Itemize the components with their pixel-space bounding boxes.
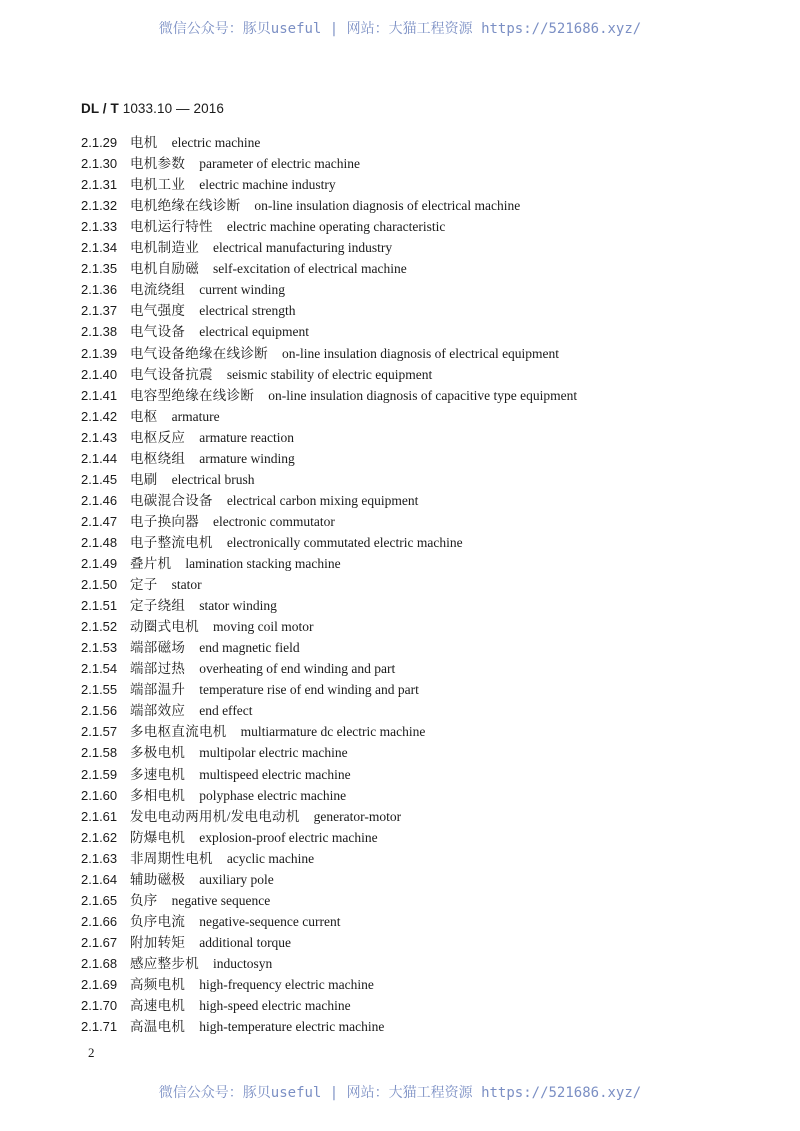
term-english: explosion-proof electric machine [199,830,378,845]
term-english: electric machine operating characteristic [226,219,446,234]
term-number: 2.1.56 [81,703,118,718]
term-chinese: 电机工业 [130,177,186,192]
term-english: electronically commutated electric machine [226,535,463,550]
term-body [130,658,395,679]
term-number: 2.1.60 [81,788,118,803]
term-body [130,132,260,153]
term-number: 2.1.43 [81,430,118,445]
term-body [130,679,419,700]
term-chinese: 电流绕组 [130,282,186,297]
term-english: generator-motor [313,809,402,824]
term-chinese: 电刷 [130,472,158,487]
term-number: 2.1.46 [81,493,118,508]
term-number: 2.1.59 [81,767,118,782]
term-number: 2.1.49 [81,556,118,571]
term-body [130,385,577,406]
term-number: 2.1.32 [81,198,118,213]
term-body [130,869,274,890]
standard-code-prefix: DL / T [81,101,119,116]
term-chinese: 高温电机 [130,1019,186,1034]
term-english: on-line insulation diagnosis of capacitive type equipment [268,388,578,403]
term-english: multiarmature dc electric machine [240,724,426,739]
term-english: additional torque [199,935,292,950]
term-chinese: 电气设备 [130,324,186,339]
term-chinese: 高频电机 [130,977,186,992]
term-number: 2.1.44 [81,451,118,466]
term-body [130,595,277,616]
term-chinese: 定子 [130,577,158,592]
term-number: 2.1.53 [81,640,118,655]
term-body [130,279,285,300]
term-body [130,195,520,216]
term-chinese: 电机制造业 [130,240,199,255]
term-english: electrical strength [199,303,296,318]
standard-code-suffix: 1033.10 — 2016 [118,101,224,116]
term-body [130,848,314,869]
term-number: 2.1.30 [81,156,118,171]
term-number: 2.1.68 [81,956,118,971]
term-number: 2.1.45 [81,472,118,487]
term-number: 2.1.47 [81,514,118,529]
term-body [130,153,360,174]
term-chinese: 电气强度 [130,303,186,318]
term-chinese: 端部磁场 [130,640,186,655]
term-body [130,321,309,342]
term-english: multipolar electric machine [199,745,348,760]
term-body [130,364,432,385]
standard-code [81,101,224,116]
term-number: 2.1.39 [81,346,118,361]
term-chinese: 电容型绝缘在线诊断 [130,388,255,403]
term-english: armature winding [199,451,295,466]
term-number: 2.1.66 [81,914,118,929]
term-number: 2.1.69 [81,977,118,992]
term-chinese: 端部过热 [130,661,186,676]
term-chinese: 多电枢直流电机 [130,724,227,739]
term-english: end effect [199,703,253,718]
term-chinese: 电机运行特性 [130,219,213,234]
term-chinese: 电子换向器 [130,514,199,529]
term-english: seismic stability of electric equipment [226,367,433,382]
term-body [130,574,202,595]
term-body [130,785,346,806]
term-english: acyclic machine [226,851,315,866]
term-english: parameter of electric machine [199,156,360,171]
term-english: on-line insulation diagnosis of electrical equipment [282,346,560,361]
term-number: 2.1.50 [81,577,118,592]
term-body [130,637,300,658]
term-chinese: 防爆电机 [130,830,186,845]
term-body [130,237,392,258]
term-number: 2.1.34 [81,240,118,255]
term-body [130,806,401,827]
term-chinese: 电气设备抗震 [130,367,213,382]
term-body [130,490,418,511]
term-english: moving coil motor [213,619,314,634]
term-body [130,616,314,637]
term-number: 2.1.31 [81,177,118,192]
term-chinese: 附加转矩 [130,935,186,950]
term-english: self-excitation of electrical machine [213,261,407,276]
term-english: current winding [199,282,286,297]
term-english: electrical manufacturing industry [213,240,393,255]
term-english: armature [171,409,220,424]
term-number: 2.1.64 [81,872,118,887]
term-body [130,827,378,848]
term-english: high-temperature electric machine [199,1019,385,1034]
term-body [130,300,296,321]
watermark-top: 微信公众号：豚贝useful | 网站：大猫工程资源 https://521686.xyz/ [158,21,642,37]
term-chinese: 发电电动两用机/发电电动机 [130,809,300,824]
term-chinese: 感应整步机 [130,956,199,971]
term-number: 2.1.52 [81,619,118,634]
term-english: electrical carbon mixing equipment [226,493,419,508]
term-body [130,974,374,995]
watermark-bottom: 微信公众号：豚贝useful | 网站：大猫工程资源 https://521686.xyz/ [158,1085,642,1101]
term-chinese: 负序电流 [130,914,186,929]
term-body [130,258,407,279]
term-number: 2.1.48 [81,535,118,550]
term-body [130,700,253,721]
term-body [130,911,341,932]
term-english: negative sequence [171,893,271,908]
term-chinese: 电机自励磁 [130,261,199,276]
term-number: 2.1.38 [81,324,118,339]
term-english: negative-sequence current [199,914,341,929]
term-english: end magnetic field [199,640,300,655]
term-english: high-frequency electric machine [199,977,374,992]
term-body [130,932,291,953]
term-chinese: 非周期性电机 [130,851,213,866]
term-english: electronic commutator [213,514,335,529]
term-number: 2.1.63 [81,851,118,866]
term-chinese: 多极电机 [130,745,186,760]
term-body [130,174,336,195]
term-chinese: 动圈式电机 [130,619,199,634]
term-number: 2.1.55 [81,682,118,697]
term-english: overheating of end winding and part [199,661,396,676]
term-chinese: 端部效应 [130,703,186,718]
term-english: armature reaction [199,430,295,445]
term-number: 2.1.57 [81,724,118,739]
term-number: 2.1.70 [81,998,118,1013]
term-chinese: 多相电机 [130,788,186,803]
term-chinese: 叠片机 [130,556,172,571]
term-english: electrical brush [171,472,255,487]
term-body [130,553,341,574]
term-english: on-line insulation diagnosis of electrical machine [254,198,521,213]
term-number: 2.1.35 [81,261,118,276]
term-chinese: 电枢 [130,409,158,424]
term-number: 2.1.42 [81,409,118,424]
term-number: 2.1.67 [81,935,118,950]
term-body [130,742,348,763]
term-number: 2.1.62 [81,830,118,845]
term-number: 2.1.65 [81,893,118,908]
term-english: electric machine industry [199,177,336,192]
term-body [130,764,351,785]
term-number: 2.1.58 [81,745,118,760]
term-english: electric machine [171,135,261,150]
term-number: 2.1.41 [81,388,118,403]
term-english: stator winding [199,598,277,613]
term-english: lamination stacking machine [185,556,341,571]
term-chinese: 电子整流电机 [130,535,213,550]
term-body [130,890,270,911]
term-number: 2.1.33 [81,219,118,234]
term-body [130,406,220,427]
term-body [130,511,335,532]
term-body [130,953,272,974]
term-chinese: 多速电机 [130,767,186,782]
term-chinese: 电机绝缘在线诊断 [130,198,241,213]
term-chinese: 电枢反应 [130,430,186,445]
term-number: 2.1.40 [81,367,118,382]
term-chinese: 负序 [130,893,158,908]
term-english: inductosyn [213,956,273,971]
term-body [130,995,351,1016]
term-chinese: 电碳混合设备 [130,493,213,508]
term-number: 2.1.71 [81,1019,118,1034]
term-chinese: 电枢绕组 [130,451,186,466]
term-number: 2.1.51 [81,598,118,613]
term-chinese: 端部温升 [130,682,186,697]
term-chinese: 定子绕组 [130,598,186,613]
term-english: temperature rise of end winding and part [199,682,419,697]
term-chinese: 电机 [130,135,158,150]
term-number: 2.1.37 [81,303,118,318]
term-english: stator [171,577,202,592]
term-chinese: 高速电机 [130,998,186,1013]
term-english: auxiliary pole [199,872,274,887]
page-number: 2 [88,1045,95,1060]
term-english: electrical equipment [199,324,310,339]
term-number: 2.1.29 [81,135,118,150]
term-english: multispeed electric machine [199,767,351,782]
term-number: 2.1.61 [81,809,118,824]
term-chinese: 电机参数 [130,156,186,171]
term-body [130,216,445,237]
term-body [130,448,295,469]
term-chinese: 电气设备绝缘在线诊断 [130,346,268,361]
term-number: 2.1.54 [81,661,118,676]
term-body [130,469,254,490]
term-english: polyphase electric machine [199,788,347,803]
term-body [130,427,294,448]
term-body [130,343,559,364]
term-number: 2.1.36 [81,282,118,297]
term-body [130,721,425,742]
term-english: high-speed electric machine [199,998,351,1013]
term-body [130,532,463,553]
term-body [130,1016,384,1037]
term-chinese: 辅助磁极 [130,872,186,887]
